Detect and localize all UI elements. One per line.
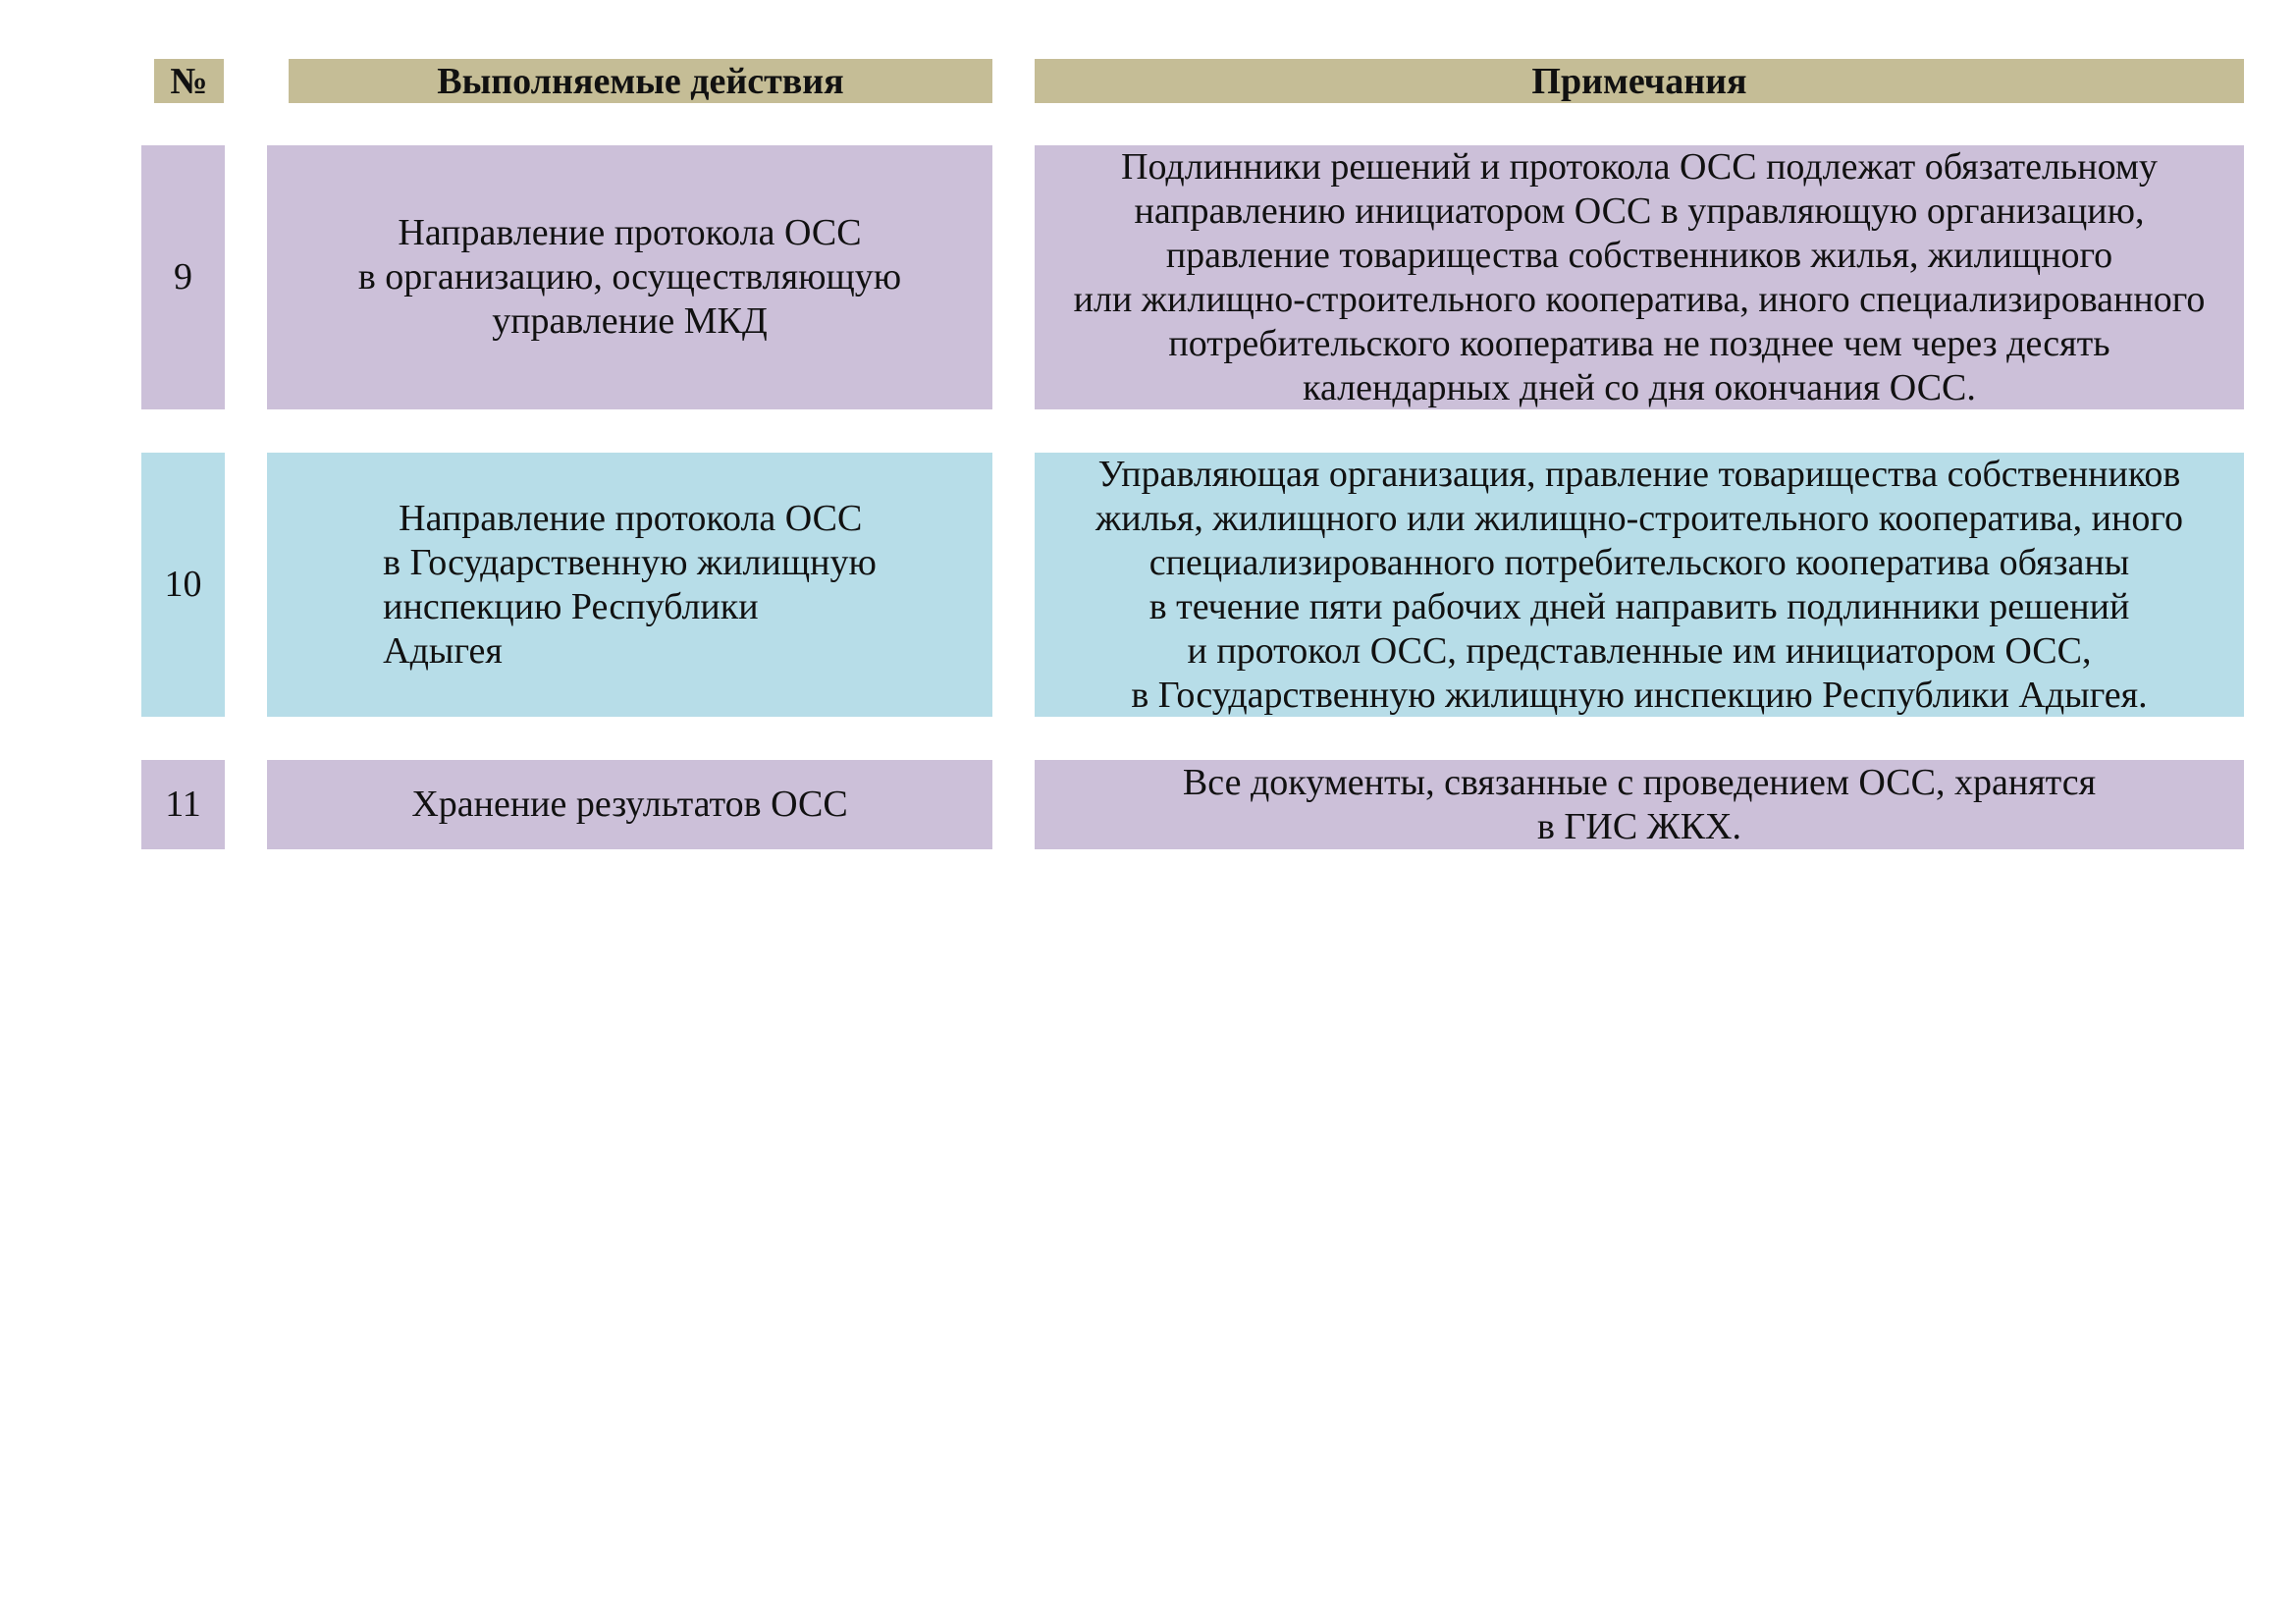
row-10-action-rest: в Государственную жилищную инспекцию Республики Адыгея xyxy=(383,541,877,672)
row-10-number: 10 xyxy=(141,453,225,717)
row-10-action xyxy=(267,453,992,717)
row-11-action: Хранение результатов ОСС xyxy=(267,760,992,849)
header-actions: Выполняемые действия xyxy=(289,59,992,103)
header-notes: Примечания xyxy=(1035,59,2244,103)
row-10-action-first-line: Направление протокола ОСС xyxy=(399,497,863,539)
row-9-action: Направление протокола ОСС в организацию, осуществляющую управление МКД xyxy=(267,145,992,409)
row-9-note: Подлинники решений и протокола ОСС подлежат обязательному направлению инициатором ОСС в управляющую организацию, правление товарищества собственников жилья, жилищного или жилищно-строительного кооператива, иного специализированного потребительского кооператива не позднее чем через десять календарных дней со дня окончания ОСС. xyxy=(1035,145,2244,409)
header-number: № xyxy=(154,59,224,103)
row-9-number: 9 xyxy=(141,145,225,409)
row-10-note: Управляющая организация, правление товарищества собственников жилья, жилищного или жилищно-строительного кооператива, иного специализированного потребительского кооператива обязаны в течение пяти рабочих дней направить подлинники решений и протокол ОСС, представленные им инициатором ОСС, в Государственную жилищную инспекцию Республики Адыгея. xyxy=(1035,453,2244,717)
row-10-action-text xyxy=(383,497,877,674)
row-11-note: Все документы, связанные с проведением ОСС, хранятся в ГИС ЖКХ. xyxy=(1035,760,2244,849)
row-11-number: 11 xyxy=(141,760,225,849)
